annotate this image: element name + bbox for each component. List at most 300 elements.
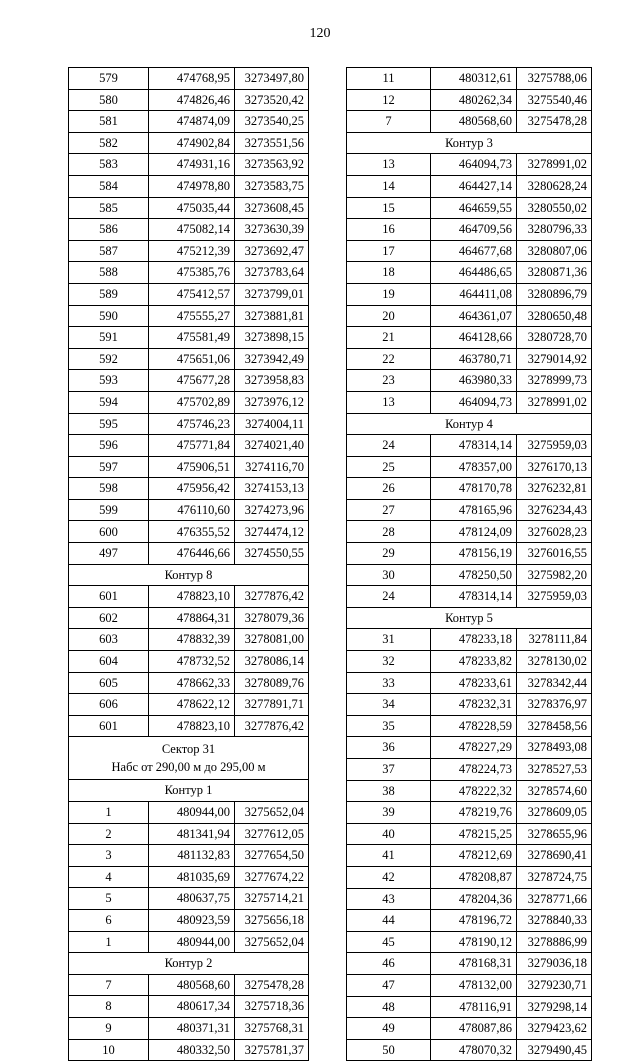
y-coordinate-cell: 3276016,55	[517, 543, 592, 565]
y-coordinate-cell: 3273881,81	[235, 305, 309, 327]
y-coordinate-cell: 3278527,53	[517, 759, 592, 781]
table-row	[69, 370, 309, 392]
point-number-cell: 11	[347, 68, 431, 90]
point-number-cell: 23	[347, 370, 431, 392]
y-coordinate-cell: 3278342,44	[517, 672, 592, 694]
y-coordinate-cell: 3276170,13	[517, 456, 592, 478]
table-row	[347, 910, 592, 932]
x-coordinate-cell: 475651,06	[149, 348, 235, 370]
point-number-cell: 497	[69, 543, 149, 565]
x-coordinate-cell: 478233,18	[431, 629, 517, 651]
x-coordinate-cell: 475035,44	[149, 197, 235, 219]
x-coordinate-cell: 478156,19	[431, 543, 517, 565]
point-number-cell: 35	[347, 715, 431, 737]
x-coordinate-cell: 478208,87	[431, 866, 517, 888]
table-row	[347, 715, 592, 737]
point-number-cell: 1	[69, 931, 149, 953]
y-coordinate-cell: 3273942,49	[235, 348, 309, 370]
x-coordinate-cell: 464361,07	[431, 305, 517, 327]
y-coordinate-cell: 3273898,15	[235, 327, 309, 349]
table-row	[347, 888, 592, 910]
y-coordinate-cell: 3278493,08	[517, 737, 592, 759]
table-row	[347, 953, 592, 975]
point-number-cell: 3	[69, 845, 149, 867]
table-row	[347, 521, 592, 543]
y-coordinate-cell: 3275788,06	[517, 68, 592, 90]
y-coordinate-cell: 3275959,03	[517, 435, 592, 457]
table-row	[347, 499, 592, 521]
point-number-cell: 586	[69, 219, 149, 241]
table-row	[347, 370, 592, 392]
y-coordinate-cell: 3278609,05	[517, 802, 592, 824]
table-row	[347, 1018, 592, 1040]
point-number-cell: 24	[347, 586, 431, 608]
y-coordinate-cell: 3275540,46	[517, 89, 592, 111]
x-coordinate-cell: 480637,75	[149, 888, 235, 910]
x-coordinate-cell: 474931,16	[149, 154, 235, 176]
table-row	[69, 456, 309, 478]
table-row	[69, 607, 309, 629]
table-row	[69, 413, 309, 435]
point-number-cell: 15	[347, 197, 431, 219]
section-header-row	[347, 607, 592, 629]
point-number-cell: 27	[347, 499, 431, 521]
table-row	[69, 672, 309, 694]
point-number-cell: 594	[69, 391, 149, 413]
point-number-cell: 42	[347, 866, 431, 888]
y-coordinate-cell: 3278376,97	[517, 694, 592, 716]
y-coordinate-cell: 3277674,22	[235, 866, 309, 888]
x-coordinate-cell: 478732,52	[149, 651, 235, 673]
x-coordinate-cell: 478233,61	[431, 672, 517, 694]
y-coordinate-cell: 3278991,02	[517, 154, 592, 176]
table-row	[347, 327, 592, 349]
table-row	[347, 586, 592, 608]
point-number-cell: 581	[69, 111, 149, 133]
point-number-cell: 29	[347, 543, 431, 565]
table-row	[347, 737, 592, 759]
x-coordinate-cell: 464486,65	[431, 262, 517, 284]
table-row	[347, 262, 592, 284]
x-coordinate-cell: 478823,10	[149, 715, 235, 737]
y-coordinate-cell: 3280628,24	[517, 175, 592, 197]
y-coordinate-cell: 3275652,04	[235, 931, 309, 953]
x-coordinate-cell: 478168,31	[431, 953, 517, 975]
point-number-cell: 38	[347, 780, 431, 802]
table-row	[69, 909, 309, 931]
table-row	[347, 672, 592, 694]
point-number-cell: 49	[347, 1018, 431, 1040]
table-row	[347, 564, 592, 586]
x-coordinate-cell: 478357,00	[431, 456, 517, 478]
point-number-cell: 5	[69, 888, 149, 910]
y-coordinate-cell: 3278458,56	[517, 715, 592, 737]
y-coordinate-cell: 3279490,45	[517, 1039, 592, 1061]
page-number: 120	[309, 26, 331, 41]
y-coordinate-cell: 3273630,39	[235, 219, 309, 241]
x-coordinate-cell: 474978,80	[149, 175, 235, 197]
table-row	[347, 283, 592, 305]
y-coordinate-cell: 3278130,02	[517, 651, 592, 673]
y-coordinate-cell: 3278086,14	[235, 651, 309, 673]
point-number-cell: 50	[347, 1039, 431, 1061]
point-number-cell: 584	[69, 175, 149, 197]
x-coordinate-cell: 478070,32	[431, 1039, 517, 1061]
point-number-cell: 16	[347, 219, 431, 241]
y-coordinate-cell: 3275959,03	[517, 586, 592, 608]
table-row	[69, 888, 309, 910]
x-coordinate-cell: 480944,00	[149, 931, 235, 953]
y-coordinate-cell: 3280650,48	[517, 305, 592, 327]
x-coordinate-cell: 475385,76	[149, 262, 235, 284]
point-number-cell: 13	[347, 391, 431, 413]
point-number-cell: 604	[69, 651, 149, 673]
point-number-cell: 7	[69, 974, 149, 996]
table-row	[69, 283, 309, 305]
table-row	[69, 305, 309, 327]
y-coordinate-cell: 3278991,02	[517, 391, 592, 413]
y-coordinate-cell: 3273692,47	[235, 240, 309, 262]
x-coordinate-cell: 478622,12	[149, 694, 235, 716]
x-coordinate-cell: 480568,60	[149, 974, 235, 996]
x-coordinate-cell: 478233,82	[431, 651, 517, 673]
x-coordinate-cell: 475771,84	[149, 435, 235, 457]
table-row	[69, 651, 309, 673]
y-coordinate-cell: 3273976,12	[235, 391, 309, 413]
x-coordinate-cell: 464659,55	[431, 197, 517, 219]
y-coordinate-cell: 3273958,83	[235, 370, 309, 392]
x-coordinate-cell: 464094,73	[431, 391, 517, 413]
x-coordinate-cell: 478219,76	[431, 802, 517, 824]
table-row	[69, 478, 309, 500]
point-number-cell: 1	[69, 802, 149, 824]
table-row	[347, 823, 592, 845]
point-number-cell: 37	[347, 759, 431, 781]
y-coordinate-cell: 3278724,75	[517, 866, 592, 888]
point-number-cell: 8	[69, 996, 149, 1018]
point-number-cell: 602	[69, 607, 149, 629]
table-row	[69, 435, 309, 457]
point-number-cell: 21	[347, 327, 431, 349]
table-row	[69, 68, 309, 90]
y-coordinate-cell: 3278081,00	[235, 629, 309, 651]
x-coordinate-cell: 478165,96	[431, 499, 517, 521]
point-number-cell: 36	[347, 737, 431, 759]
table-row	[347, 974, 592, 996]
point-number-cell: 597	[69, 456, 149, 478]
x-coordinate-cell: 478228,59	[431, 715, 517, 737]
table-row	[347, 154, 592, 176]
y-coordinate-cell: 3279014,92	[517, 348, 592, 370]
point-number-cell: 587	[69, 240, 149, 262]
table-row	[69, 521, 309, 543]
point-number-cell: 25	[347, 456, 431, 478]
point-number-cell: 585	[69, 197, 149, 219]
y-coordinate-cell: 3273551,56	[235, 132, 309, 154]
y-coordinate-cell: 3273520,42	[235, 89, 309, 111]
point-number-cell: 24	[347, 435, 431, 457]
y-coordinate-cell: 3279423,62	[517, 1018, 592, 1040]
y-coordinate-cell: 3280807,06	[517, 240, 592, 262]
section-header-row	[69, 780, 309, 802]
point-number-cell: 596	[69, 435, 149, 457]
point-number-cell: 595	[69, 413, 149, 435]
point-number-cell: 47	[347, 974, 431, 996]
table-row	[347, 175, 592, 197]
point-number-cell: 593	[69, 370, 149, 392]
table-row	[69, 391, 309, 413]
table-row	[69, 974, 309, 996]
table-row	[347, 996, 592, 1018]
x-coordinate-cell: 475906,51	[149, 456, 235, 478]
x-coordinate-cell: 464128,66	[431, 327, 517, 349]
x-coordinate-cell: 478832,39	[149, 629, 235, 651]
table-row	[69, 240, 309, 262]
y-coordinate-cell: 3273563,92	[235, 154, 309, 176]
y-coordinate-cell: 3273608,45	[235, 197, 309, 219]
point-number-cell: 10	[69, 1039, 149, 1061]
table-row	[347, 543, 592, 565]
section-header-row	[69, 953, 309, 975]
y-coordinate-cell: 3279298,14	[517, 996, 592, 1018]
y-coordinate-cell: 3273783,64	[235, 262, 309, 284]
x-coordinate-cell: 478864,31	[149, 607, 235, 629]
x-coordinate-cell: 476110,60	[149, 499, 235, 521]
point-number-cell: 601	[69, 586, 149, 608]
table-row	[347, 931, 592, 953]
point-number-cell: 26	[347, 478, 431, 500]
section-header-row	[347, 413, 592, 435]
table-row	[69, 931, 309, 953]
y-coordinate-cell: 3275768,31	[235, 1017, 309, 1039]
x-coordinate-cell: 480371,31	[149, 1017, 235, 1039]
x-coordinate-cell: 478196,72	[431, 910, 517, 932]
point-number-cell: 19	[347, 283, 431, 305]
y-coordinate-cell: 3275781,37	[235, 1039, 309, 1061]
table-row	[69, 327, 309, 349]
x-coordinate-cell: 475555,27	[149, 305, 235, 327]
y-coordinate-cell: 3279230,71	[517, 974, 592, 996]
section-title: Контур 1	[69, 780, 309, 802]
x-coordinate-cell: 481341,94	[149, 823, 235, 845]
y-coordinate-cell: 3273540,25	[235, 111, 309, 133]
y-coordinate-cell: 3278655,96	[517, 823, 592, 845]
y-coordinate-cell: 3277612,05	[235, 823, 309, 845]
x-coordinate-cell: 476446,66	[149, 543, 235, 565]
point-number-cell: 33	[347, 672, 431, 694]
y-coordinate-cell: 3275656,18	[235, 909, 309, 931]
point-number-cell: 44	[347, 910, 431, 932]
x-coordinate-cell: 463780,71	[431, 348, 517, 370]
table-row	[69, 348, 309, 370]
x-coordinate-cell: 475677,28	[149, 370, 235, 392]
table-row	[69, 262, 309, 284]
table-row	[69, 1039, 309, 1061]
x-coordinate-cell: 475746,23	[149, 413, 235, 435]
table-row	[69, 197, 309, 219]
y-coordinate-cell: 3278840,33	[517, 910, 592, 932]
x-coordinate-cell: 478227,29	[431, 737, 517, 759]
x-coordinate-cell: 480568,60	[431, 111, 517, 133]
x-coordinate-cell: 478212,69	[431, 845, 517, 867]
table-row	[347, 629, 592, 651]
x-coordinate-cell: 463980,33	[431, 370, 517, 392]
point-number-cell: 14	[347, 175, 431, 197]
table-row	[69, 694, 309, 716]
point-number-cell: 592	[69, 348, 149, 370]
y-coordinate-cell: 3277876,42	[235, 715, 309, 737]
table-row	[69, 802, 309, 824]
table-row	[347, 111, 592, 133]
point-number-cell: 606	[69, 694, 149, 716]
x-coordinate-cell: 478204,36	[431, 888, 517, 910]
table-row	[347, 802, 592, 824]
point-number-cell: 41	[347, 845, 431, 867]
point-number-cell: 580	[69, 89, 149, 111]
point-number-cell: 34	[347, 694, 431, 716]
x-coordinate-cell: 478224,73	[431, 759, 517, 781]
x-coordinate-cell: 480617,34	[149, 996, 235, 1018]
point-number-cell: 598	[69, 478, 149, 500]
x-coordinate-cell: 464427,14	[431, 175, 517, 197]
y-coordinate-cell: 3274153,13	[235, 478, 309, 500]
table-row	[69, 629, 309, 651]
table-row	[347, 348, 592, 370]
table-row	[69, 175, 309, 197]
x-coordinate-cell: 480312,61	[431, 68, 517, 90]
point-number-cell: 605	[69, 672, 149, 694]
table-row	[69, 715, 309, 737]
table-row	[69, 111, 309, 133]
table-row	[347, 456, 592, 478]
point-number-cell: 599	[69, 499, 149, 521]
point-number-cell: 4	[69, 866, 149, 888]
x-coordinate-cell: 478087,86	[431, 1018, 517, 1040]
point-number-cell: 39	[347, 802, 431, 824]
point-number-cell: 18	[347, 262, 431, 284]
x-coordinate-cell: 478116,91	[431, 996, 517, 1018]
table-row	[347, 219, 592, 241]
point-number-cell: 583	[69, 154, 149, 176]
x-coordinate-cell: 475082,14	[149, 219, 235, 241]
table-row	[69, 1017, 309, 1039]
x-coordinate-cell: 478215,25	[431, 823, 517, 845]
table-row	[347, 240, 592, 262]
table-row	[347, 1039, 592, 1061]
point-number-cell: 22	[347, 348, 431, 370]
y-coordinate-cell: 3275982,20	[517, 564, 592, 586]
y-coordinate-cell: 3274004,11	[235, 413, 309, 435]
y-coordinate-cell: 3280550,02	[517, 197, 592, 219]
x-coordinate-cell: 481132,83	[149, 845, 235, 867]
table-row	[69, 586, 309, 608]
coordinates-table-right	[346, 67, 592, 1061]
x-coordinate-cell: 478662,33	[149, 672, 235, 694]
y-coordinate-cell: 3278771,66	[517, 888, 592, 910]
x-coordinate-cell: 464709,56	[431, 219, 517, 241]
point-number-cell: 46	[347, 953, 431, 975]
point-number-cell: 17	[347, 240, 431, 262]
section-header-row	[69, 737, 309, 780]
point-number-cell: 9	[69, 1017, 149, 1039]
point-number-cell: 12	[347, 89, 431, 111]
table-row	[347, 694, 592, 716]
y-coordinate-cell: 3280871,36	[517, 262, 592, 284]
section-header	[69, 737, 309, 780]
table-row	[347, 435, 592, 457]
x-coordinate-cell: 476355,52	[149, 521, 235, 543]
y-coordinate-cell: 3273799,01	[235, 283, 309, 305]
x-coordinate-cell: 478132,00	[431, 974, 517, 996]
point-number-cell: 589	[69, 283, 149, 305]
section-header-row	[347, 132, 592, 154]
point-number-cell: 45	[347, 931, 431, 953]
y-coordinate-cell: 3278886,99	[517, 931, 592, 953]
x-coordinate-cell: 474826,46	[149, 89, 235, 111]
table-row	[69, 132, 309, 154]
table-row	[347, 89, 592, 111]
y-coordinate-cell: 3275478,28	[235, 974, 309, 996]
x-coordinate-cell: 480332,50	[149, 1039, 235, 1061]
section-title: Контур 4	[347, 413, 592, 435]
x-coordinate-cell: 480923,59	[149, 909, 235, 931]
point-number-cell: 32	[347, 651, 431, 673]
y-coordinate-cell: 3273497,80	[235, 68, 309, 90]
x-coordinate-cell: 478170,78	[431, 478, 517, 500]
x-coordinate-cell: 475212,39	[149, 240, 235, 262]
y-coordinate-cell: 3275718,36	[235, 996, 309, 1018]
point-number-cell: 590	[69, 305, 149, 327]
x-coordinate-cell: 474874,09	[149, 111, 235, 133]
table-row	[347, 651, 592, 673]
y-coordinate-cell: 3278999,73	[517, 370, 592, 392]
y-coordinate-cell: 3277654,50	[235, 845, 309, 867]
point-number-cell: 591	[69, 327, 149, 349]
section-subtitle: Набс от 290,00 м до 295,00 м	[111, 759, 266, 774]
table-row	[69, 219, 309, 241]
point-number-cell: 28	[347, 521, 431, 543]
table-row	[69, 543, 309, 565]
y-coordinate-cell: 3275652,04	[235, 802, 309, 824]
y-coordinate-cell: 3279036,18	[517, 953, 592, 975]
x-coordinate-cell: 478823,10	[149, 586, 235, 608]
y-coordinate-cell: 3280796,33	[517, 219, 592, 241]
point-number-cell: 13	[347, 154, 431, 176]
x-coordinate-cell: 474902,84	[149, 132, 235, 154]
table-row	[347, 780, 592, 802]
table-row	[69, 89, 309, 111]
point-number-cell: 582	[69, 132, 149, 154]
y-coordinate-cell: 3274273,96	[235, 499, 309, 521]
section-title: Контур 2	[69, 953, 309, 975]
y-coordinate-cell: 3278111,84	[517, 629, 592, 651]
y-coordinate-cell: 3278089,76	[235, 672, 309, 694]
y-coordinate-cell: 3278079,36	[235, 607, 309, 629]
point-number-cell: 2	[69, 823, 149, 845]
y-coordinate-cell: 3280896,79	[517, 283, 592, 305]
table-row	[347, 759, 592, 781]
x-coordinate-cell: 478190,12	[431, 931, 517, 953]
section-header-row	[69, 564, 309, 586]
point-number-cell: 30	[347, 564, 431, 586]
point-number-cell: 20	[347, 305, 431, 327]
table-row	[69, 154, 309, 176]
table-row	[69, 866, 309, 888]
y-coordinate-cell: 3274474,12	[235, 521, 309, 543]
table-row	[347, 478, 592, 500]
x-coordinate-cell: 478314,14	[431, 435, 517, 457]
section-title: Сектор 31	[161, 742, 216, 757]
